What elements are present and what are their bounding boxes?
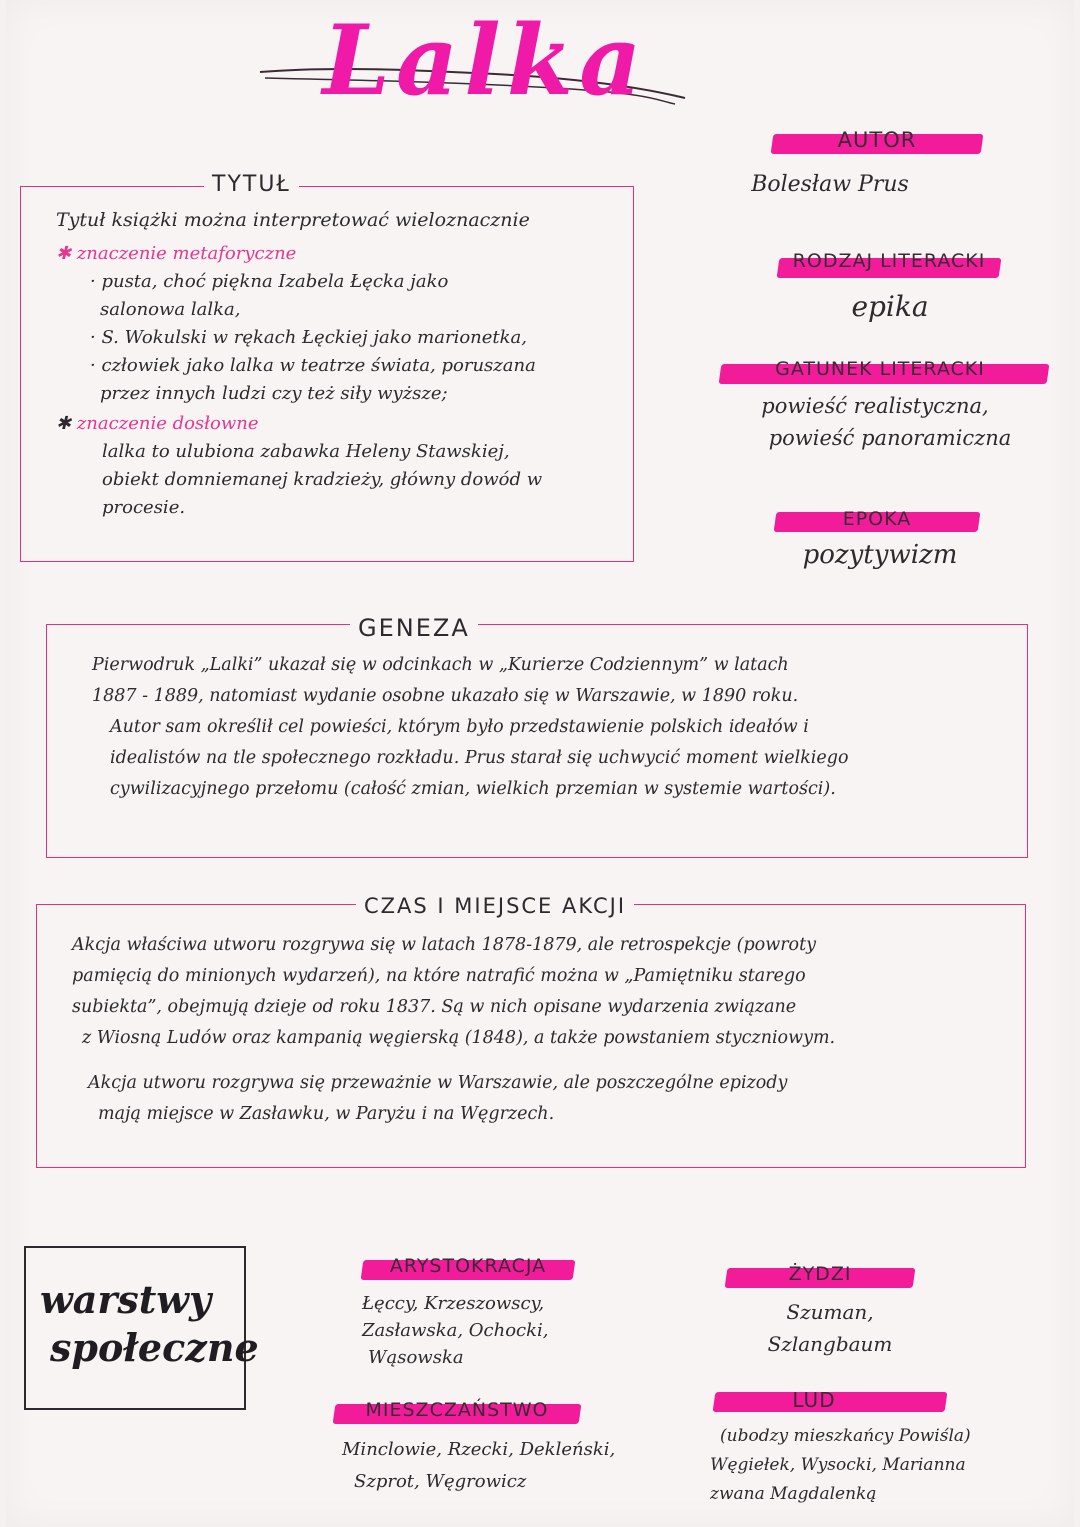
- tytul-heading: TYTUŁ: [204, 172, 299, 197]
- warstwy-heading-line: społeczne: [50, 1325, 259, 1370]
- list-item: Łęccy, Krzeszowscy,: [362, 1293, 545, 1314]
- list-item: Szlangbaum: [767, 1332, 893, 1356]
- literal-line: lalka to ulubiona zabawka Heleny Stawskiej,: [102, 441, 510, 462]
- tytul-content: [56, 206, 626, 522]
- list-item: Zasławska, Ochocki,: [362, 1320, 549, 1341]
- geneza-heading: GENEZA: [350, 614, 478, 642]
- geneza-text: [92, 650, 1012, 805]
- geneza-line: 1887 - 1889, natomiast wydanie osobne ukazało się w Warszawie, w 1890 roku.: [92, 686, 799, 706]
- list-item: Wąsowska: [368, 1347, 464, 1368]
- warstwy-heading: [40, 1276, 259, 1372]
- metaphoric-label: ✱ znaczenie metaforyczne: [56, 243, 297, 264]
- lud-label: LUD: [792, 1388, 836, 1412]
- warstwy-heading-line: warstwy: [40, 1277, 212, 1322]
- metaphoric-list: [56, 268, 626, 408]
- literal-line: procesie.: [102, 497, 186, 518]
- epoka-label: EPOKA: [842, 508, 912, 530]
- list-item: Węgiełek, Wysocki, Marianna: [710, 1455, 966, 1475]
- czas-line: pamięcią do minionych wydarzeń), na które natrafić można w „Pamiętniku starego: [72, 966, 806, 986]
- tytul-intro: Tytuł książki można interpretować wieloznacznie: [56, 209, 530, 231]
- gatunek-line-2: powieść panoramiczna: [768, 426, 1012, 450]
- mieszczanstwo-label: MIESZCZAŃSTWO: [365, 1399, 549, 1421]
- mieszczanstwo-list: [342, 1434, 642, 1498]
- czas-line: z Wiosną Ludów oraz kampanią węgierską (1848), a także powstaniem styczniowym.: [82, 1028, 836, 1048]
- czas-line: Akcja właściwa utworu rozgrywa się w latach 1878-1879, ale retrospekcje (powroty: [72, 935, 817, 955]
- list-item: Szprot, Węgrowicz: [354, 1471, 527, 1492]
- geneza-line: cywilizacyjnego przełomu (całość zmian, wielkich przemian w systemie wartości).: [110, 779, 836, 799]
- arystokracja-label: ARYSTOKRACJA: [389, 1255, 547, 1277]
- list-item: Szuman,: [786, 1300, 874, 1324]
- list-item: · pusta, choć piękna Izabela Łęcka jako: [90, 271, 449, 292]
- list-item: · S. Wokulski w rękach Łęckiej jako marionetka,: [90, 327, 528, 348]
- rodzaj-label: RODZAJ LITERACKI: [792, 250, 986, 272]
- literal-line: obiekt domniemanej kradzieży, główny dowód w: [102, 469, 543, 490]
- geneza-line: idealistów na tle społecznego rozkładu. Prus starał się uchwycić moment wielkiego: [110, 748, 849, 768]
- czas-line: Akcja utworu rozgrywa się przeważnie w Warszawie, ale poszczególne epizody: [88, 1073, 788, 1093]
- rodzaj-value: epika: [851, 290, 929, 323]
- gatunek-label: GATUNEK LITERACKI: [775, 358, 985, 380]
- czas-heading: CZAS I MIEJSCE AKCJI: [356, 894, 634, 918]
- gatunek-line-1: powieść realistyczna,: [761, 394, 989, 418]
- list-item: · człowiek jako lalka w teatrze świata, poruszana: [90, 355, 536, 376]
- autor-value: Bolesław Prus: [751, 172, 909, 197]
- list-item: przez innych ludzi czy też siły wyższe;: [100, 383, 448, 404]
- geneza-line: Pierwodruk „Lalki” ukazał się w odcinkach w „Kurierze Codziennym” w latach: [92, 655, 789, 675]
- autor-label: AUTOR: [837, 128, 917, 152]
- list-item: zwana Magdalenką: [710, 1484, 877, 1504]
- list-item: Minclowie, Rzecki, Dekleński,: [342, 1439, 616, 1460]
- lud-list: [710, 1422, 1040, 1509]
- zydzi-label: ŻYDZI: [788, 1263, 852, 1285]
- czas-line: mają miejsce w Zasławku, w Paryżu i na Węgrzech.: [98, 1104, 555, 1124]
- epoka-value: pozytywizm: [802, 540, 958, 570]
- czas-line: subiekta”, obejmują dzieje od roku 1837. Są w nich opisane wydarzenia związane: [72, 997, 797, 1017]
- zydzi-list: [730, 1296, 930, 1360]
- arystokracja-list: [362, 1290, 622, 1371]
- literal-label: ✱ znaczenie dosłowne: [56, 413, 259, 434]
- list-item: (ubodzy mieszkańcy Powiśla): [720, 1426, 971, 1446]
- literal-text: [56, 438, 626, 522]
- geneza-line: Autor sam określił cel powieści, którym było przedstawienie polskich ideałów i: [110, 717, 809, 737]
- page-title: Lalka: [322, 4, 648, 117]
- title-lettering: [255, 0, 695, 125]
- list-item: salonowa lalka,: [100, 299, 241, 320]
- czas-text: [72, 930, 1012, 1130]
